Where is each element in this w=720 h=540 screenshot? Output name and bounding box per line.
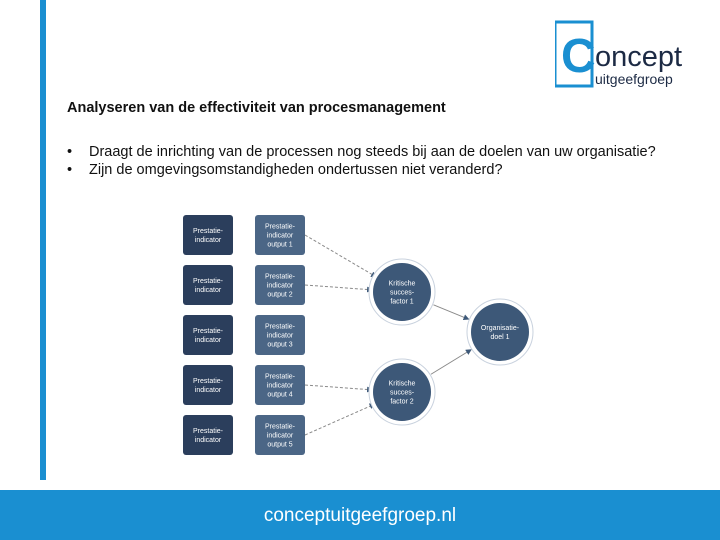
indicator-output-label: Prestatie-indicator output 1 xyxy=(265,223,295,249)
indicator-label: Prestatie-indicator xyxy=(193,277,223,294)
footer-url[interactable]: conceptuitgeefgroep.nl xyxy=(263,505,457,526)
indicator-box xyxy=(183,315,233,355)
connector-arrow xyxy=(431,350,471,374)
indicator-label: Prestatie-indicator xyxy=(193,227,223,244)
connector-arrow xyxy=(305,385,372,390)
goal-label: Organisatie-doel 1 xyxy=(480,324,520,341)
indicator-box xyxy=(183,365,233,405)
logo-subtitle: uitgeefgroep xyxy=(595,71,673,87)
indicator-box xyxy=(183,265,233,305)
connector-arrow xyxy=(305,285,372,290)
concept-logo xyxy=(555,20,697,88)
indicator-label: Prestatie-indicator xyxy=(193,327,223,344)
connector-arrow xyxy=(433,305,468,319)
indicator-output-label: Prestatie-indicator output 3 xyxy=(265,323,295,349)
success-factor-label: Kritische succes-factor 2 xyxy=(388,380,416,406)
indicator-output-label: Prestatie-indicator output 5 xyxy=(265,423,295,449)
indicator-label: Prestatie-indicator xyxy=(193,377,223,394)
bullet-item: • Zijn de omgevingsomstandigheden ondertussen niet veranderd? xyxy=(67,161,657,179)
indicator-output-label: Prestatie-indicator output 4 xyxy=(265,373,295,399)
bullet-list xyxy=(67,143,657,179)
bullet-item: • Draagt de inrichting van de processen nog steeds bij aan de doelen van uw organisatie? xyxy=(67,143,657,161)
success-factor-label: Kritische succes-factor 1 xyxy=(388,280,416,306)
logo-letter: C xyxy=(561,30,596,83)
indicator-label: Prestatie-indicator xyxy=(193,427,223,444)
connector-arrow xyxy=(305,235,376,277)
indicator-box xyxy=(183,215,233,255)
indicator-box xyxy=(183,415,233,455)
goal-circle xyxy=(471,303,529,361)
slide-title: Analyseren van de effectiviteit van procesmanagement xyxy=(67,100,446,116)
indicator-output-label: Prestatie-indicator output 2 xyxy=(265,273,295,299)
kpi-diagram xyxy=(170,210,560,470)
logo-word: oncept xyxy=(595,41,683,73)
left-accent-bar xyxy=(40,0,46,480)
connector-arrow xyxy=(305,404,375,435)
